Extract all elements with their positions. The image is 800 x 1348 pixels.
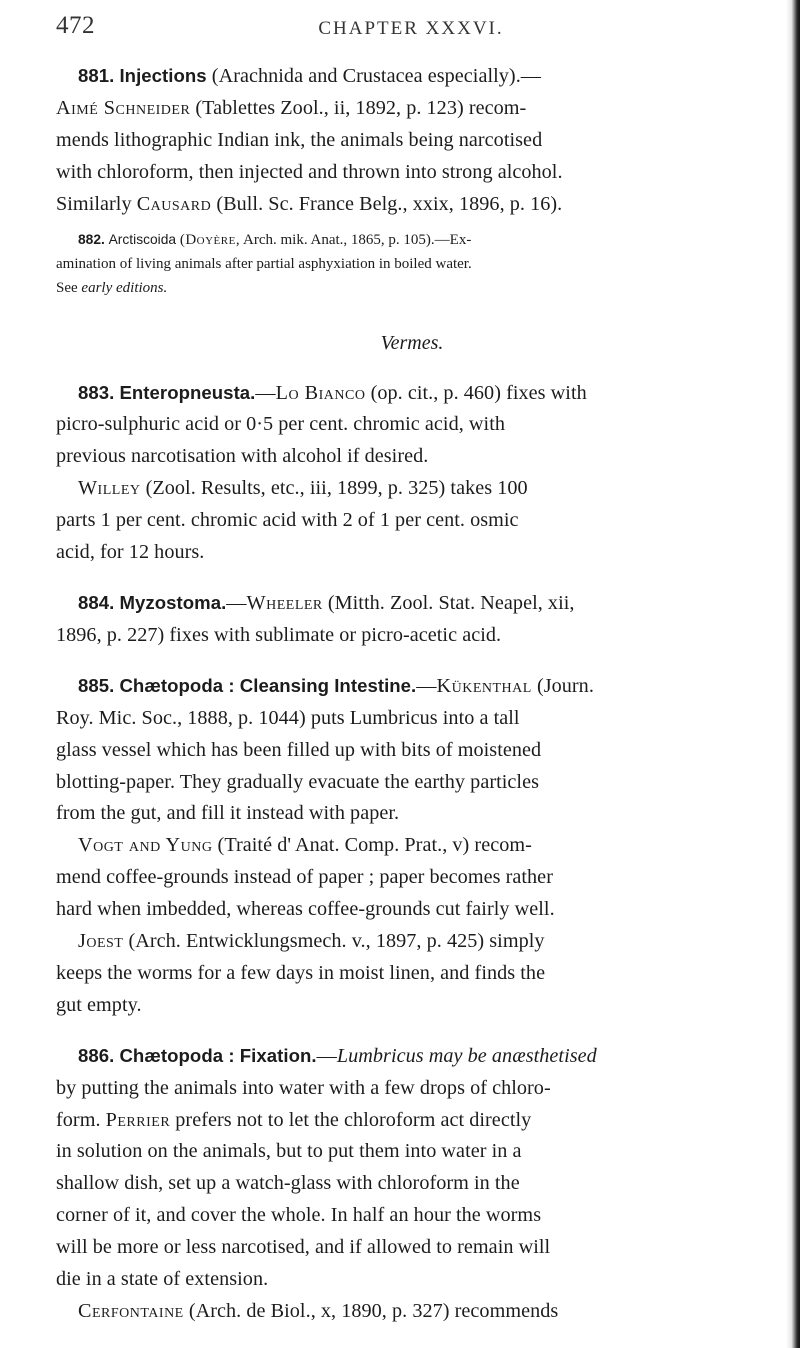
line (56, 1105, 768, 1137)
line: will be more or less narcotised, and if allowed to remain will (56, 1236, 551, 1259)
section-number: 884. (78, 591, 115, 613)
line (56, 228, 768, 252)
section-heading: Myzostoma. (119, 591, 227, 613)
text: (Arachnida and Crustacea especially).— (211, 65, 542, 87)
section-884 (56, 587, 768, 652)
section-heading: Chætopoda : Fixation. (119, 1044, 317, 1066)
line: Roy. Mic. Soc., 1888, p. 1044) puts Lumbricus into a tall (56, 706, 520, 729)
author: Aimé Schneider (56, 96, 191, 119)
text: form. (56, 1108, 101, 1131)
author: Causard (136, 192, 212, 215)
section-number: 886. (78, 1044, 115, 1066)
section-885 (56, 670, 768, 1022)
citation: (op. cit., p. 460) fixes with (370, 381, 587, 404)
line: from the gut, and fill it instead with paper. (56, 802, 400, 825)
line: die in a state of extension. (56, 1268, 269, 1291)
author: Lo Bianco (275, 381, 366, 404)
citation: Arch. mik. Anat., 1865, p. 105).—Ex- (243, 231, 472, 248)
author: Willey (78, 477, 141, 500)
text: See (56, 279, 78, 296)
author: Joest (78, 930, 124, 953)
running-head: CHAPTER XXXVI. (318, 18, 504, 39)
line: blotting-paper. They gradually evacuate the earthy particles (56, 770, 540, 793)
line (56, 587, 768, 620)
section-heading: Enteropneusta. (119, 381, 256, 403)
line: mends lithographic Indian ink, the animals being narcotised (56, 128, 543, 151)
line (56, 276, 768, 300)
line (56, 1040, 768, 1073)
line: hard when imbedded, whereas coffee-grounds cut fairly well. (56, 898, 555, 921)
line: previous narcotisation with alcohol if desired. (56, 445, 429, 468)
line: mend coffee-grounds instead of paper ; paper becomes rather (56, 866, 553, 889)
section-number: 881. (78, 65, 115, 86)
line: glass vessel which has been filled up with bits of moistened (56, 738, 542, 761)
text: prefers not to let the chloroform act directly (175, 1108, 532, 1131)
line: by putting the animals into water with a few drops of chloro- (56, 1076, 551, 1099)
author: (Doyère, (179, 231, 241, 248)
line (56, 670, 768, 703)
citation: (Arch. de Biol., x, 1890, p. 327) recommends (188, 1300, 559, 1322)
text: Similarly (56, 192, 132, 215)
page-number: 472 (56, 12, 95, 39)
section-heading: Injections (119, 65, 207, 86)
line (56, 93, 768, 125)
citation: (Zool. Results, etc., iii, 1899, p. 325) takes 100 (145, 477, 528, 500)
line: corner of it, and cover the whole. In half an hour the worms (56, 1204, 542, 1227)
line: amination of living animals after partial asphyxiation in boiled water. (56, 255, 472, 272)
author: Kükenthal (436, 674, 532, 697)
dash: — (255, 381, 276, 404)
page-edge (786, 0, 800, 1348)
page-header (56, 12, 766, 44)
author: Perrier (105, 1108, 171, 1131)
author: Cerfontaine (78, 1300, 184, 1322)
line (56, 473, 768, 505)
citation: (Journ. (536, 674, 594, 697)
dash: — (316, 1044, 337, 1067)
section-heading: Chætopoda : Cleansing Intestine. (119, 674, 417, 696)
citation: (Arch. Entwicklungsmech. v., 1897, p. 425) simply (128, 930, 545, 953)
line: 1896, p. 227) fixes with sublimate or picro-acetic acid. (56, 623, 502, 646)
line: parts 1 per cent. chromic acid with 2 of 1 per cent. osmic (56, 509, 519, 532)
author: Vogt and Yung (78, 834, 213, 857)
line (56, 60, 768, 93)
section-883 (56, 377, 768, 569)
section-number: 885. (78, 674, 115, 696)
line (56, 926, 768, 958)
dash: — (416, 674, 437, 697)
line: with chloroform, then injected and thrown into strong alcohol. (56, 160, 563, 183)
page-body (56, 60, 768, 1328)
line (56, 189, 768, 221)
line (56, 377, 768, 410)
line (56, 1296, 768, 1328)
section-886 (56, 1040, 768, 1328)
text: Lumbricus may be anæsthetised (336, 1044, 597, 1067)
line: acid, for 12 hours. (56, 541, 205, 564)
line: shallow dish, set up a watch-glass with chloroform in the (56, 1172, 520, 1195)
section-881 (56, 60, 768, 221)
citation: (Mitth. Zool. Stat. Neapel, xii, (327, 591, 575, 614)
section-heading: Arctiscoida (108, 231, 177, 247)
author: Wheeler (246, 591, 323, 614)
citation: (Traité d' Anat. Comp. Prat., v) recom- (217, 834, 532, 857)
line: keeps the worms for a few days in moist linen, and finds the (56, 961, 546, 984)
text: early editions. (81, 279, 168, 296)
citation: (Tablettes Zool., ii, 1892, p. 123) recom- (195, 96, 527, 119)
line (56, 830, 768, 862)
section-number: 883. (78, 381, 115, 403)
line: gut empty. (56, 993, 142, 1016)
dash: — (226, 591, 247, 614)
section-882 (56, 228, 768, 300)
line: picro-sulphuric acid or 0·5 per cent. chromic acid, with (56, 413, 506, 436)
subsection-title: Vermes. (380, 331, 444, 354)
citation: (Bull. Sc. France Belg., xxix, 1896, p. 16). (216, 192, 563, 215)
line: in solution on the animals, but to put them into water in a (56, 1140, 522, 1163)
section-number: 882. (78, 231, 105, 247)
